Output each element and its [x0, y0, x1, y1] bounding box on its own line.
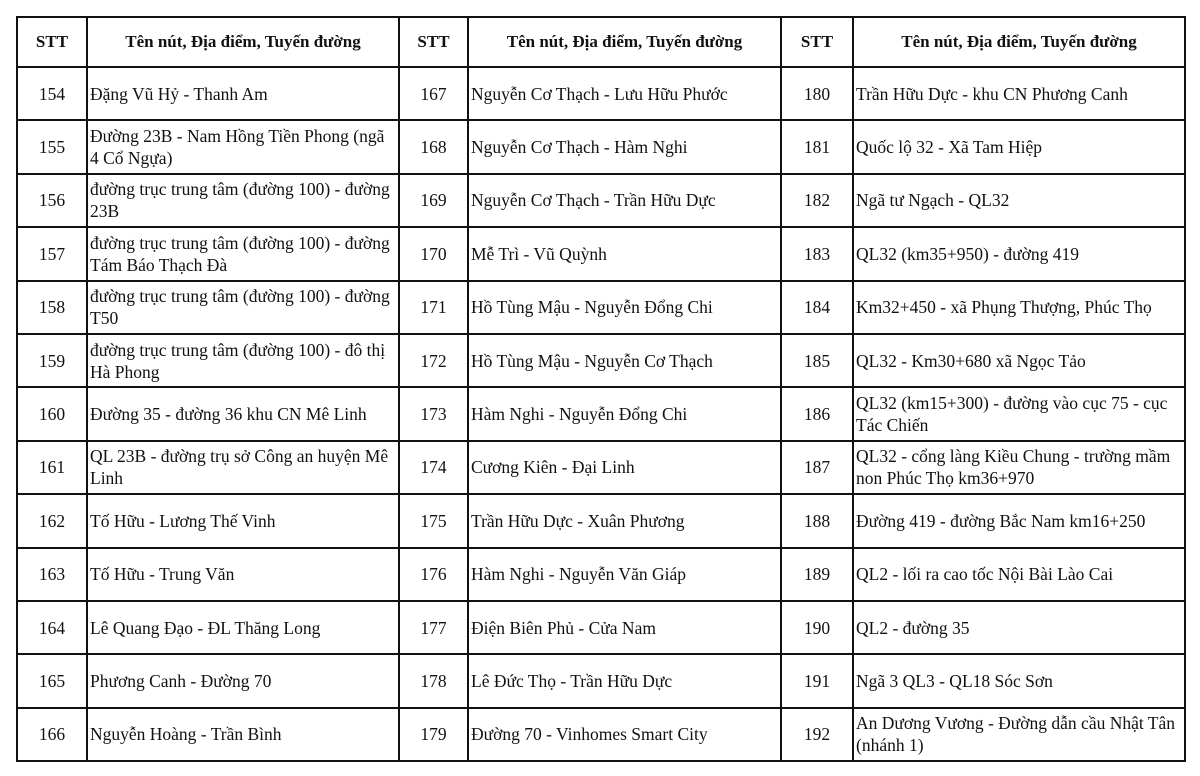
row-number: 186 — [781, 387, 853, 440]
location-name: đường trục trung tâm (đường 100) - đường 23B — [87, 174, 399, 227]
row-number: 192 — [781, 708, 853, 761]
location-name: Quốc lộ 32 - Xã Tam Hiệp — [853, 120, 1185, 173]
location-name: Ngã 3 QL3 - QL18 Sóc Sơn — [853, 654, 1185, 707]
location-name: Đường 419 - đường Bắc Nam km16+250 — [853, 494, 1185, 547]
location-name: Nguyễn Cơ Thạch - Lưu Hữu Phước — [468, 67, 781, 120]
location-name: Lê Quang Đạo - ĐL Thăng Long — [87, 601, 399, 654]
location-name: QL2 - đường 35 — [853, 601, 1185, 654]
table-row — [17, 494, 1185, 547]
row-number: 190 — [781, 601, 853, 654]
row-number: 164 — [17, 601, 87, 654]
location-name: Tố Hữu - Trung Văn — [87, 548, 399, 601]
row-number: 167 — [399, 67, 468, 120]
table-row — [17, 334, 1185, 387]
location-name: QL32 (km35+950) - đường 419 — [853, 227, 1185, 280]
row-number: 178 — [399, 654, 468, 707]
intersection-table — [16, 16, 1186, 762]
location-name: Hồ Tùng Mậu - Nguyễn Cơ Thạch — [468, 334, 781, 387]
location-name: Trần Hữu Dực - Xuân Phương — [468, 494, 781, 547]
row-number: 156 — [17, 174, 87, 227]
table-row — [17, 708, 1185, 761]
row-number: 179 — [399, 708, 468, 761]
location-name: Mễ Trì - Vũ Quỳnh — [468, 227, 781, 280]
header-name: Tên nút, Địa điểm, Tuyến đường — [87, 17, 399, 67]
location-name: Nguyễn Cơ Thạch - Trần Hữu Dực — [468, 174, 781, 227]
table-row — [17, 441, 1185, 494]
row-number: 188 — [781, 494, 853, 547]
row-number: 175 — [399, 494, 468, 547]
row-number: 176 — [399, 548, 468, 601]
location-name: Lê Đức Thọ - Trần Hữu Dực — [468, 654, 781, 707]
row-number: 174 — [399, 441, 468, 494]
table-row — [17, 120, 1185, 173]
row-number: 182 — [781, 174, 853, 227]
table-row — [17, 174, 1185, 227]
location-name: QL32 - cổng làng Kiều Chung - trường mầm non Phúc Thọ km36+970 — [853, 441, 1185, 494]
table-row — [17, 548, 1185, 601]
row-number: 181 — [781, 120, 853, 173]
location-name: Hàm Nghi - Nguyễn Đổng Chi — [468, 387, 781, 440]
location-name: Tố Hữu - Lương Thế Vinh — [87, 494, 399, 547]
table-row — [17, 601, 1185, 654]
location-name: Nguyễn Cơ Thạch - Hàm Nghi — [468, 120, 781, 173]
table-row — [17, 281, 1185, 334]
header-row — [17, 17, 1185, 67]
location-name: đường trục trung tâm (đường 100) - đô thị Hà Phong — [87, 334, 399, 387]
row-number: 165 — [17, 654, 87, 707]
location-name: Phương Canh - Đường 70 — [87, 654, 399, 707]
location-name: Điện Biên Phủ - Cửa Nam — [468, 601, 781, 654]
header-name: Tên nút, Địa điểm, Tuyến đường — [853, 17, 1185, 67]
row-number: 159 — [17, 334, 87, 387]
row-number: 184 — [781, 281, 853, 334]
header-stt: STT — [17, 17, 87, 67]
table-row — [17, 67, 1185, 120]
row-number: 172 — [399, 334, 468, 387]
header-stt: STT — [781, 17, 853, 67]
row-number: 168 — [399, 120, 468, 173]
row-number: 170 — [399, 227, 468, 280]
row-number: 171 — [399, 281, 468, 334]
location-name: QL2 - lối ra cao tốc Nội Bài Lào Cai — [853, 548, 1185, 601]
location-name: QL32 (km15+300) - đường vào cục 75 - cục Tác Chiến — [853, 387, 1185, 440]
location-name: QL 23B - đường trụ sở Công an huyện Mê Linh — [87, 441, 399, 494]
row-number: 154 — [17, 67, 87, 120]
location-name: Hàm Nghi - Nguyễn Văn Giáp — [468, 548, 781, 601]
row-number: 177 — [399, 601, 468, 654]
location-name: An Dương Vương - Đường dẫn cầu Nhật Tân (nhánh 1) — [853, 708, 1185, 761]
location-name: Đặng Vũ Hỷ - Thanh Am — [87, 67, 399, 120]
location-name: Trần Hữu Dực - khu CN Phương Canh — [853, 67, 1185, 120]
row-number: 173 — [399, 387, 468, 440]
row-number: 187 — [781, 441, 853, 494]
row-number: 185 — [781, 334, 853, 387]
location-name: Hồ Tùng Mậu - Nguyễn Đổng Chi — [468, 281, 781, 334]
header-name: Tên nút, Địa điểm, Tuyến đường — [468, 17, 781, 67]
table-row — [17, 387, 1185, 440]
table-row — [17, 227, 1185, 280]
location-name: QL32 - Km30+680 xã Ngọc Tảo — [853, 334, 1185, 387]
location-name: Cương Kiên - Đại Linh — [468, 441, 781, 494]
location-name: Đường 23B - Nam Hồng Tiền Phong (ngã 4 Cổ Ngựa) — [87, 120, 399, 173]
row-number: 163 — [17, 548, 87, 601]
location-name: đường trục trung tâm (đường 100) - đường Tám Báo Thạch Đà — [87, 227, 399, 280]
row-number: 166 — [17, 708, 87, 761]
row-number: 162 — [17, 494, 87, 547]
row-number: 169 — [399, 174, 468, 227]
row-number: 161 — [17, 441, 87, 494]
location-name: Ngã tư Ngạch - QL32 — [853, 174, 1185, 227]
row-number: 191 — [781, 654, 853, 707]
location-name: Nguyễn Hoàng - Trần Bình — [87, 708, 399, 761]
row-number: 180 — [781, 67, 853, 120]
row-number: 155 — [17, 120, 87, 173]
location-name: đường trục trung tâm (đường 100) - đường T50 — [87, 281, 399, 334]
row-number: 183 — [781, 227, 853, 280]
location-name: Km32+450 - xã Phụng Thượng, Phúc Thọ — [853, 281, 1185, 334]
row-number: 157 — [17, 227, 87, 280]
row-number: 158 — [17, 281, 87, 334]
row-number: 160 — [17, 387, 87, 440]
location-name: Đường 70 - Vinhomes Smart City — [468, 708, 781, 761]
row-number: 189 — [781, 548, 853, 601]
location-name: Đường 35 - đường 36 khu CN Mê Linh — [87, 387, 399, 440]
header-stt: STT — [399, 17, 468, 67]
table-row — [17, 654, 1185, 707]
